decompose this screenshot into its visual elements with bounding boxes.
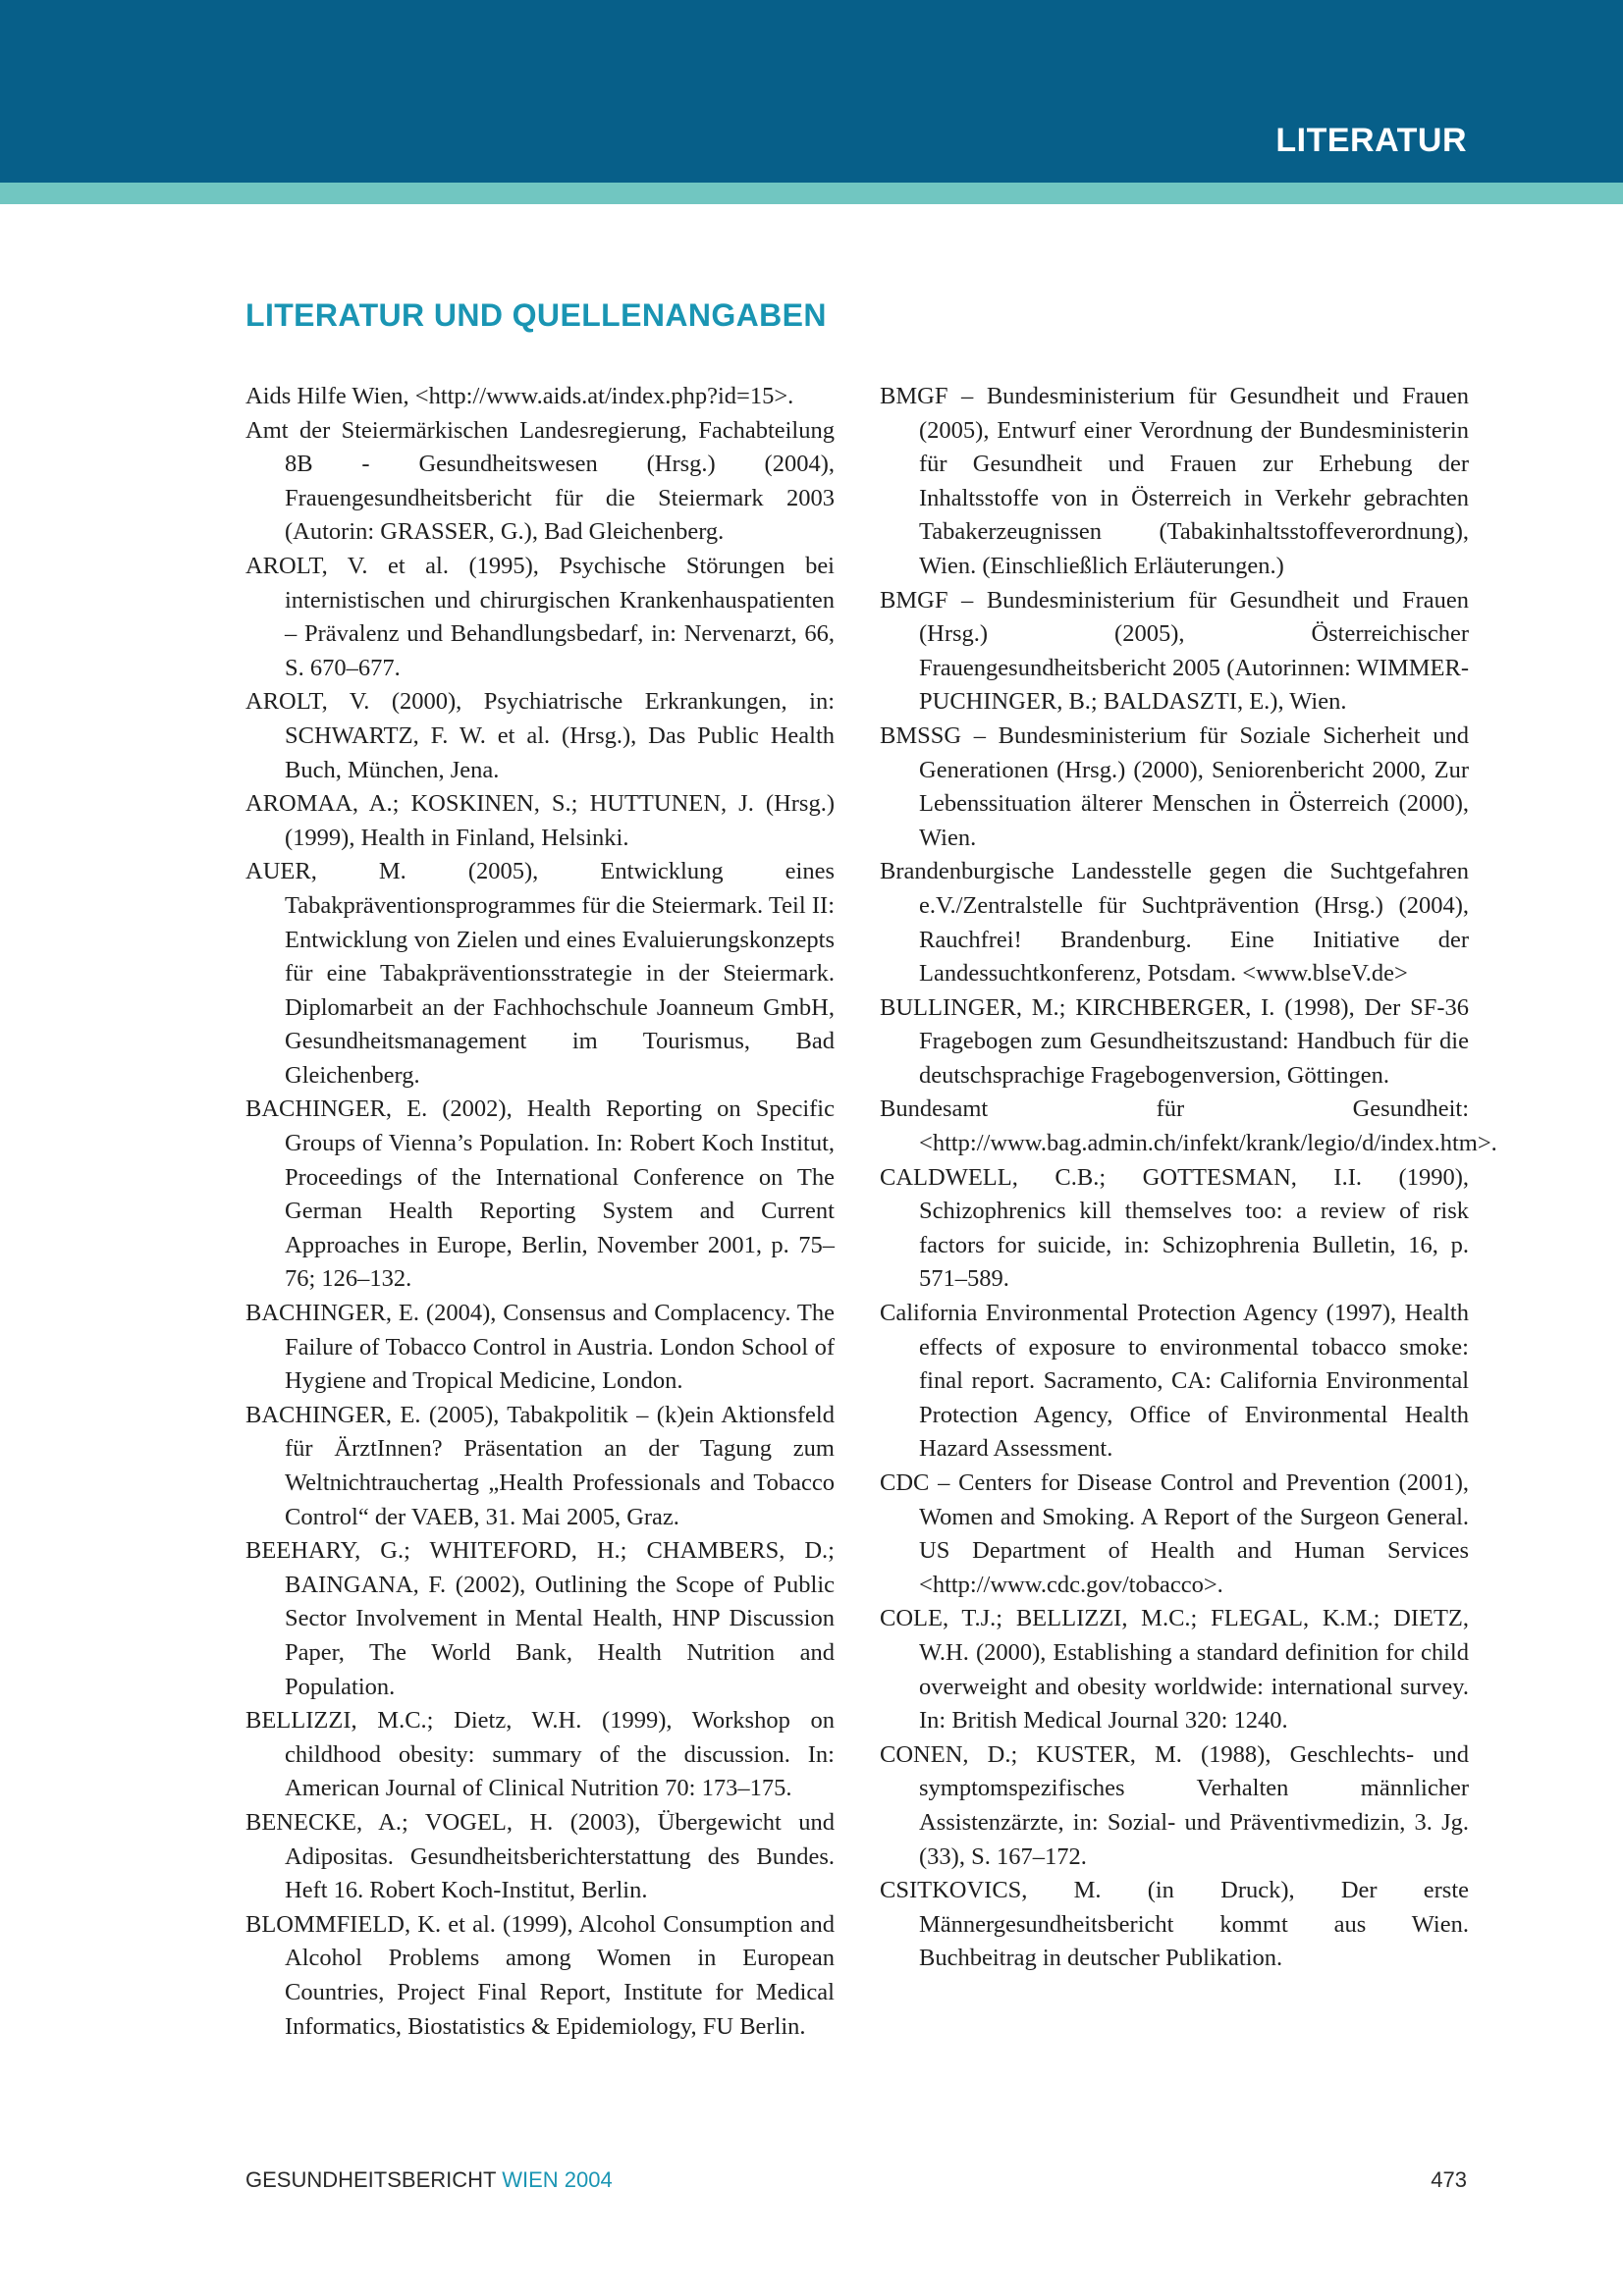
footer-publication-name: GESUNDHEITSBERICHT [245, 2167, 497, 2192]
reference-item: COLE, T.J.; BELLIZZI, M.C.; FLEGAL, K.M.; DIETZ, W.H. (2000), Establishing a standard definition for child overweight and obesity worldwide: international survey. In: British Medical Journal 320: 1240. [880, 1605, 1469, 1735]
footer-publication [245, 2169, 613, 2191]
footer-edition: WIEN 2004 [502, 2167, 613, 2192]
reference-item: CONEN, D.; KUSTER, M. (1988), Geschlechts- und symptomspezifisches Verhalten männlicher Assistenzärzte, in: Sozial- und Präventivmedizin, 3. Jg. (33), S. 167–172. [880, 1740, 1469, 1870]
reference-item: BMGF – Bundesministerium für Gesundheit und Frauen (2005), Entwurf einer Verordnung der Bundesministerin für Gesundheit und Frauen zur Erhebung der Inhaltsstoffe von in Österreich in Verkehr gebrachten Tabakerzeugnissen (Tabakinhaltsstoffeverordnung), Wien. (Einschließlich Erläuterungen.) [880, 383, 1469, 579]
reference-item: AUER, M. (2005), Entwicklung eines Tabakpräventionsprogrammes für die Steiermark. Teil II: Entwicklung von Zielen und eines Evaluierungskonzepts für eine Tabakpräventionsstrategie in der Steiermark. Diplomarbeit an der Fachhochschule Joanneum GmbH, Gesundheitsmanagement im Tourismus, Bad Gleichenberg. [245, 858, 835, 1089]
page-number: 473 [1431, 2167, 1467, 2192]
reference-item: BMSSG – Bundesministerium für Soziale Sicherheit und Generationen (Hrsg.) (2000), Seniorenbericht 2000, Zur Lebenssituation älterer Menschen in Österreich (2000), Wien. [880, 721, 1469, 851]
header-title: LITERATUR [1275, 122, 1467, 159]
reference-item: CALDWELL, C.B.; GOTTESMAN, I.I. (1990), Schizophrenics kill themselves too: a review of risk factors for suicide, in: Schizophrenia Bulletin, 16, p. 571–589. [880, 1163, 1469, 1293]
reference-item: CDC – Centers for Disease Control and Prevention (2001), Women and Smoking. A Report of the Surgeon General. US Department of Health and Human Services <http://www.cdc.gov/tobacco>. [880, 1469, 1469, 1598]
reference-item: BEEHARY, G.; WHITEFORD, H.; CHAMBERS, D.; BAINGANA, F. (2002), Outlining the Scope of Public Sector Involvement in Mental Health, HNP Discussion Paper, The World Bank, Health Nutrition and Population. [245, 1537, 835, 1700]
reference-item: AROLT, V. et al. (1995), Psychische Störungen bei internistischen und chirurgischen Krankenhauspatienten – Prävalenz und Behandlungsbedarf, in: Nervenarzt, 66, S. 670–677. [245, 552, 835, 681]
reference-item: AROLT, V. (2000), Psychiatrische Erkrankungen, in: SCHWARTZ, F. W. et al. (Hrsg.), Das Public Health Buch, München, Jena. [245, 688, 835, 783]
reference-item: AROMAA, A.; KOSKINEN, S.; HUTTUNEN, J. (Hrsg.) (1999), Health in Finland, Helsinki. [245, 790, 835, 851]
reference-item: BMGF – Bundesministerium für Gesundheit und Frauen (Hrsg.) (2005), Österreichischer Frauengesundheitsbericht 2005 (Autorinnen: WIMMER-PUCHINGER, B.; BALDASZTI, E.), Wien. [880, 586, 1469, 716]
section-heading: LITERATUR UND QUELLENANGABEN [245, 297, 827, 333]
reference-item: BENECKE, A.; VOGEL, H. (2003), Übergewicht und Adipositas. Gesundheitsberichterstattung des Bundes. Heft 16. Robert Koch-Institut, Berlin. [245, 1808, 835, 1904]
reference-item: BELLIZZI, M.C.; Dietz, W.H. (1999), Workshop on childhood obesity: summary of the discussion. In: American Journal of Clinical Nutrition 70: 173–175. [245, 1707, 835, 1802]
reference-item: BACHINGER, E. (2005), Tabakpolitik – (k)ein Aktionsfeld für ÄrztInnen? Präsentation an der Tagung zum Weltnichtrauchertag „Health Professionals and Tobacco Control“ der VAEB, 31. Mai 2005, Graz. [245, 1401, 835, 1530]
reference-item: BACHINGER, E. (2002), Health Reporting on Specific Groups of Vienna’s Population. In: Robert Koch Institut, Proceedings of the International Conference on The German Health Reporting System and Current Approaches in Europe, Berlin, November 2001, p. 75–76; 126–132. [245, 1095, 835, 1293]
reference-column-right [880, 380, 1497, 1976]
reference-item: CSITKOVICS, M. (in Druck), Der erste Männergesundheitsbericht kommt aus Wien. Buchbeitrag in deutscher Publikation. [880, 1877, 1469, 1972]
reference-item: Amt der Steiermärkischen Landesregierung, Fachabteilung 8B - Gesundheitswesen (Hrsg.) (2004), Frauengesundheitsbericht für die Steiermark 2003 (Autorin: GRASSER, G.), Bad Gleichenberg. [245, 416, 835, 546]
reference-column-left [245, 380, 835, 2044]
reference-item: BULLINGER, M.; KIRCHBERGER, I. (1998), Der SF-36 Fragebogen zum Gesundheitszustand: Handbuch für die deutschsprachige Fragebogenversion, Göttingen. [880, 993, 1469, 1089]
reference-item: Aids Hilfe Wien, <http://www.aids.at/index.php?id=15>. [245, 383, 794, 409]
reference-item: BACHINGER, E. (2004), Consensus and Complacency. The Failure of Tobacco Control in Austria. London School of Hygiene and Tropical Medicine, London. [245, 1300, 835, 1395]
reference-item: Bundesamt für Gesundheit: <http://www.bag.admin.ch/infekt/krank/legio/d/index.htm>. [880, 1095, 1497, 1157]
reference-item: BLOMMFIELD, K. et al. (1999), Alcohol Consumption and Alcohol Problems among Women in European Countries, Project Final Report, Institute for Medical Informatics, Biostatistics & Epidemiology, FU Berlin. [245, 1910, 835, 2040]
header-stripe [0, 183, 1623, 204]
reference-item: Brandenburgische Landesstelle gegen die Suchtgefahren e.V./Zentralstelle für Suchtprävention (Hrsg.) (2004), Rauchfrei! Brandenburg. Eine Initiative der Landessuchtkonferenz, Potsdam. <www.blseV.de> [880, 858, 1469, 988]
reference-item: California Environmental Protection Agency (1997), Health effects of exposure to environmental tobacco smoke: final report. Sacramento, CA: California Environmental Protection Agency, Office of Environmental Health Hazard Assessment. [880, 1300, 1469, 1463]
